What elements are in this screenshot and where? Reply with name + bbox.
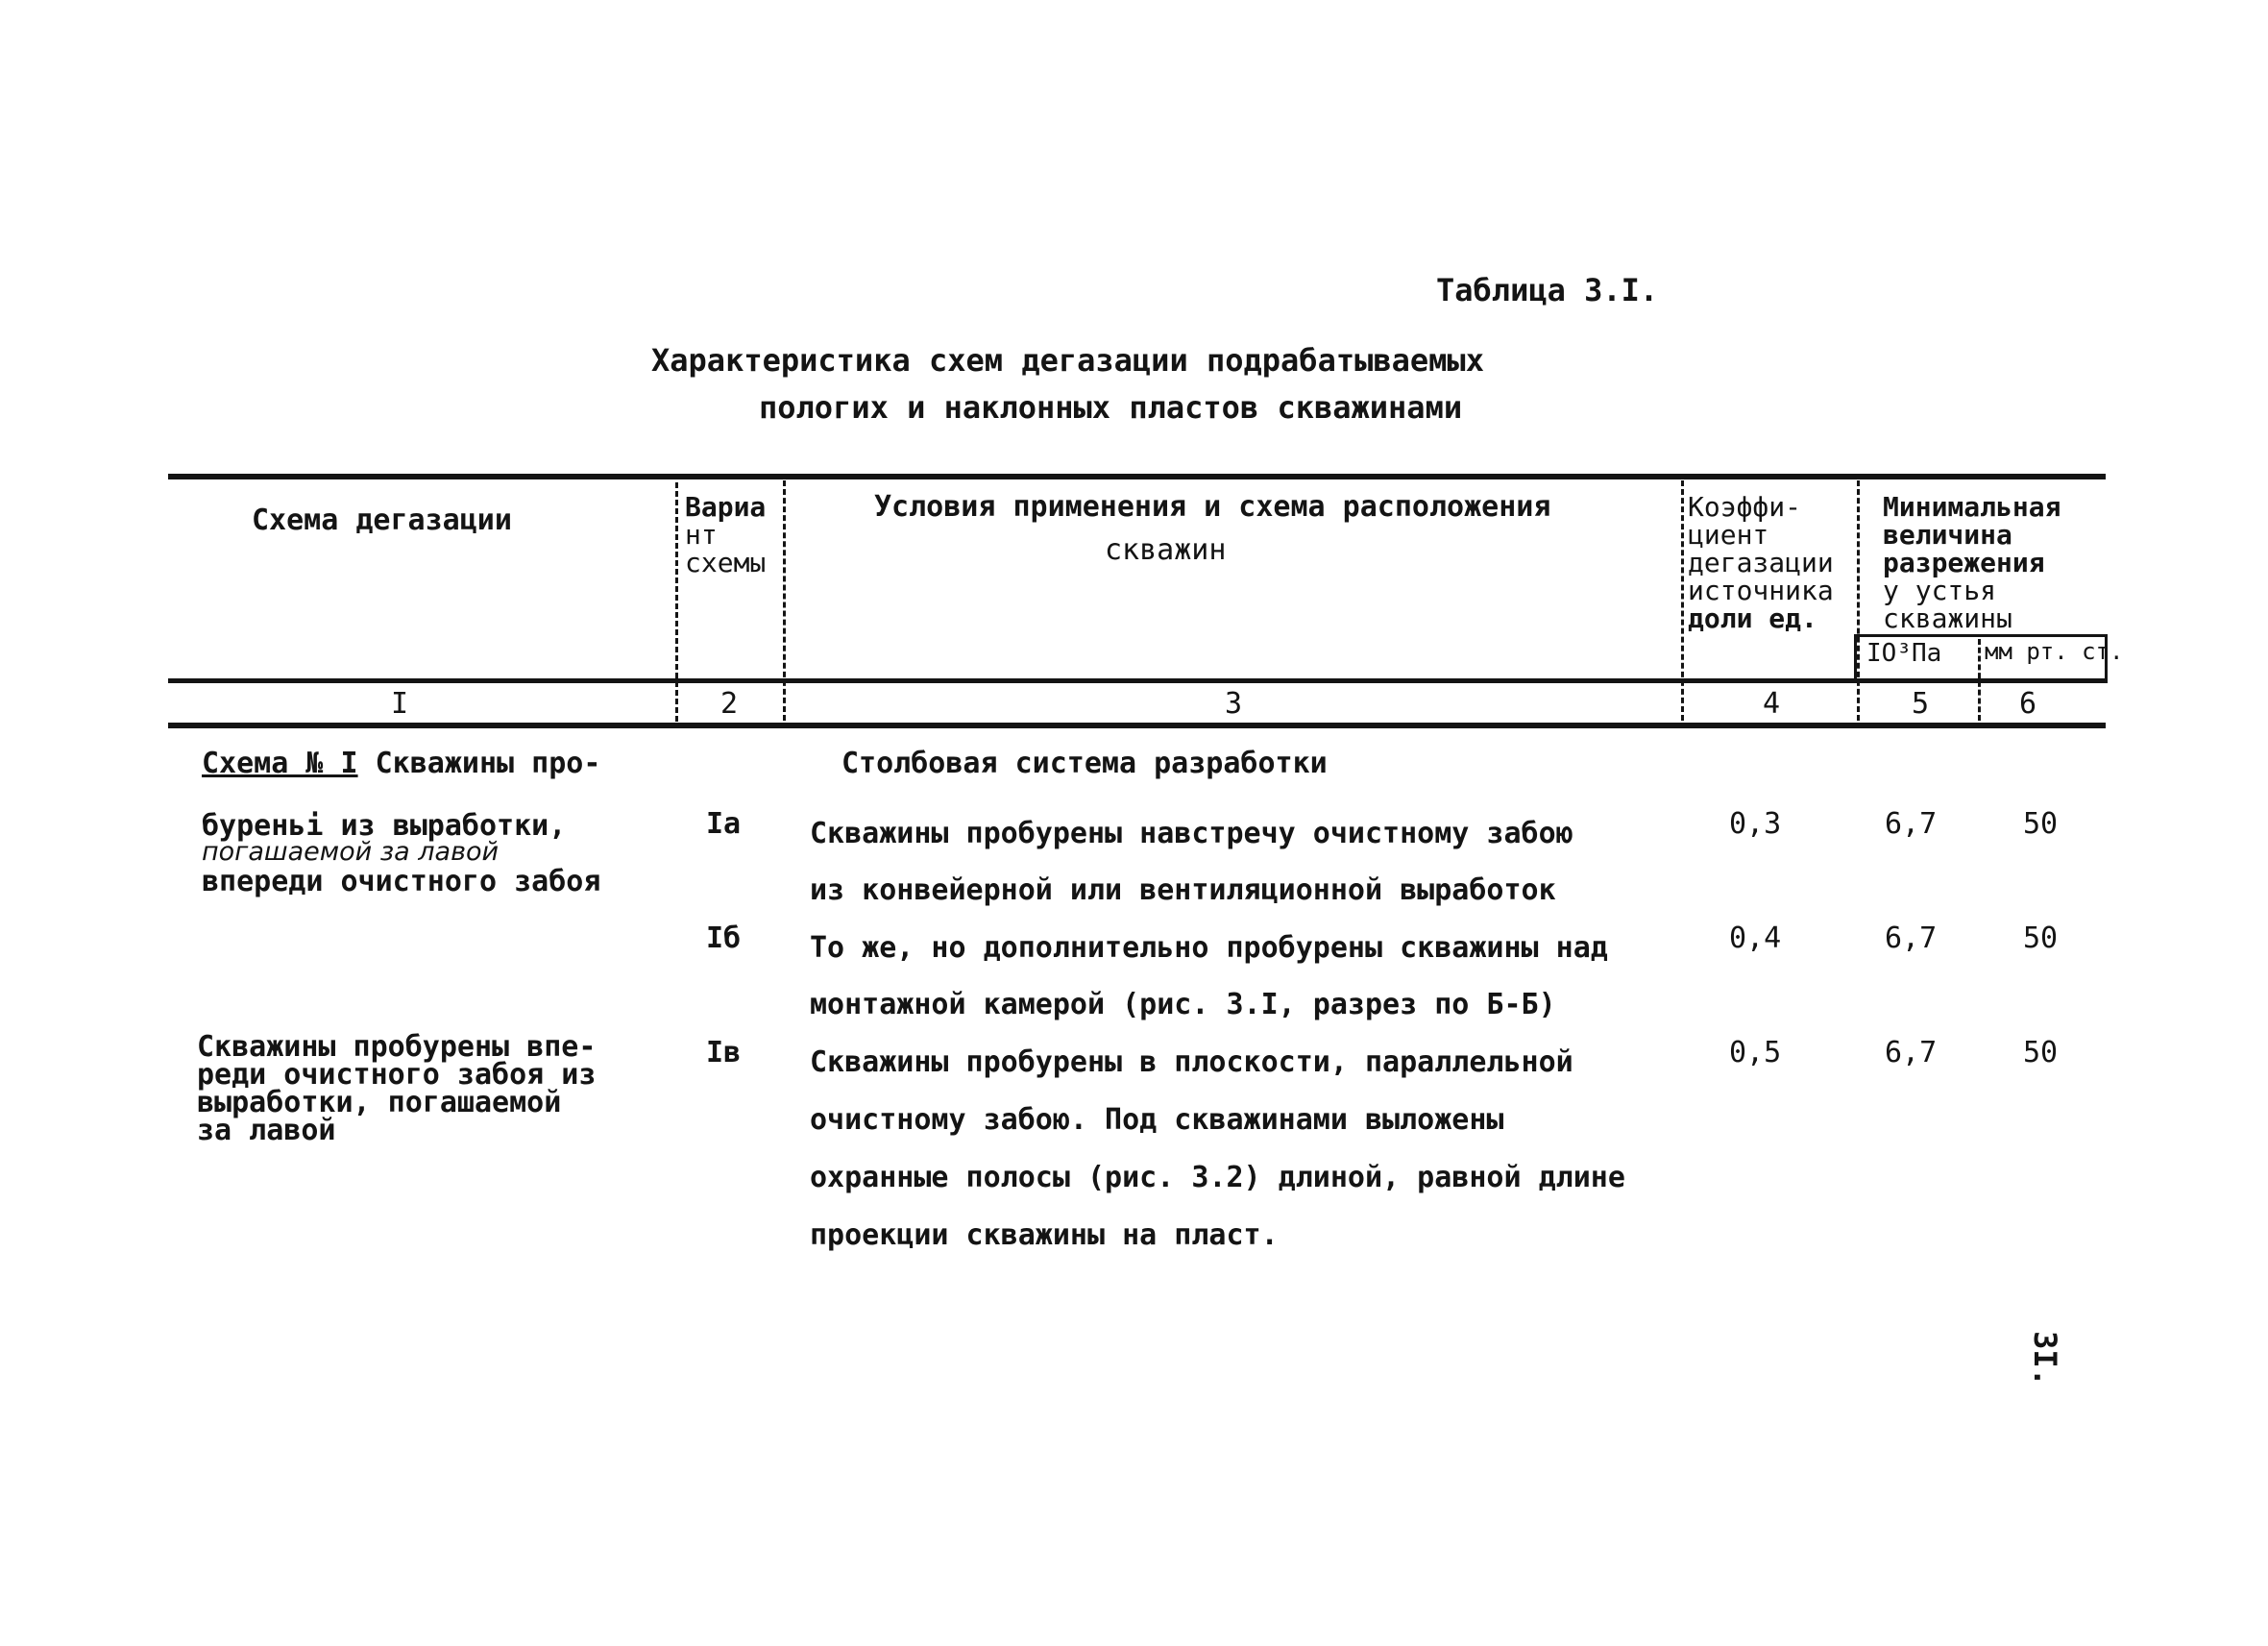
row-3-conditions-line-2: очистному забою. Под скважинами выложены <box>810 1103 1504 1137</box>
scheme-title-rest: Скважины про- <box>357 747 601 780</box>
col1-block-1-line-3: впереди очистного забоя <box>202 865 601 898</box>
header-col-5-6-line-1: Минимальная <box>1883 491 2061 523</box>
row-1-conditions <box>810 805 1573 919</box>
column-number-5: 5 <box>1912 687 1930 721</box>
col1-block-1-line-1: буреньі из выработки, <box>202 809 567 843</box>
row-2-conditions <box>810 920 1608 1033</box>
row-2-variant: Iб <box>706 921 742 955</box>
header-col-2 <box>685 493 766 577</box>
row-2-pressure-mm: 50 <box>2023 921 2059 955</box>
row-3-conditions-line-1: Скважины пробурены в плоскости, параллельной <box>810 1045 1573 1079</box>
column-number-1: I <box>391 687 409 721</box>
header-col-3-line-2: скважин <box>1105 533 1227 567</box>
row-2-pressure-pa: 6,7 <box>1885 921 1938 955</box>
table-label: Таблица 3.I. <box>1436 272 1659 308</box>
column-number-2: 2 <box>720 687 739 721</box>
col1-block-2-line-3: выработки, погашаемой <box>197 1086 562 1119</box>
row-1-variant: Iа <box>706 807 742 841</box>
col1-block-1-handwritten-note: погашаемой за лавой <box>202 837 500 867</box>
row-3-conditions <box>810 1034 1625 1265</box>
header-col-5-6-line-3: разрежения <box>1883 547 2045 578</box>
col1-block-2-line-4: за лавой <box>197 1114 336 1147</box>
table-top-rule <box>168 474 2106 479</box>
header-col-3-line-1: Условия применения и схема расположения <box>874 490 1551 524</box>
col1-block-2 <box>197 1030 597 1147</box>
row-1-coefficient: 0,3 <box>1729 807 1782 841</box>
divider-col-1-2 <box>675 474 678 722</box>
header-col-4-line-5: доли ед. <box>1688 602 1817 634</box>
mining-system-label: Столбовая система разработки <box>841 747 1328 780</box>
column-number-4: 4 <box>1763 687 1781 721</box>
header-col-5-6 <box>1883 493 2061 632</box>
row-1-conditions-line-2: из конвейерной или вентиляционной выработок <box>810 873 1556 907</box>
header-col-1: Схема дегазации <box>252 504 512 537</box>
row-2-conditions-line-1: То же, но дополнительно пробурены скважины над <box>810 931 1608 965</box>
header-col-4-line-1: Коэффи- <box>1688 491 1802 523</box>
row-3-pressure-mm: 50 <box>2023 1036 2059 1069</box>
header-col-6-unit: мм рт. ст. <box>1985 638 2124 665</box>
row-3-conditions-line-3: охранные полосы (рис. 3.2) длиной, равной длине <box>810 1161 1625 1194</box>
row-3-conditions-line-4: проекции скважины на пласт. <box>810 1218 1279 1252</box>
row-2-conditions-line-2: монтажной камерой (рис. 3.I, разрез по Б-Б) <box>810 988 1556 1021</box>
divider-col-2-3 <box>783 480 786 721</box>
column-number-3: 3 <box>1225 687 1243 721</box>
table-title-line-1: Характеристика схем дегазации подрабатываемых <box>651 342 1484 379</box>
header-col-5-6-line-4: у устья <box>1883 575 1997 606</box>
column-number-6: 6 <box>2019 687 2037 721</box>
column-numbers-rule <box>168 723 2106 728</box>
row-3-coefficient: 0,5 <box>1729 1036 1782 1069</box>
header-col-4-line-4: источника <box>1688 575 1834 606</box>
page-number: 3I. <box>2026 1331 2063 1387</box>
header-col-2-line-2: нт <box>685 519 718 551</box>
row-1-pressure-mm: 50 <box>2023 807 2059 841</box>
scheme-number: Схема № I <box>202 747 358 780</box>
row-3-variant: Iв <box>706 1036 742 1069</box>
header-col-2-line-3: схемы <box>685 547 767 578</box>
row-3-pressure-pa: 6,7 <box>1885 1036 1938 1069</box>
header-col-4-line-2: циент <box>1688 519 1769 551</box>
header-col-4 <box>1688 493 1834 632</box>
header-col-5-6-line-5: скважины <box>1883 602 2012 634</box>
col1-block-2-line-1: Скважины пробурены впе- <box>197 1030 597 1064</box>
table-title-line-2: пологих и наклонных пластов скважинами <box>759 389 1463 426</box>
row-2-coefficient: 0,4 <box>1729 921 1782 955</box>
header-col-4-line-3: дегазации <box>1688 547 1834 578</box>
col1-block-2-line-2: реди очистного забоя из <box>197 1058 597 1092</box>
row-1-pressure-pa: 6,7 <box>1885 807 1938 841</box>
header-col-2-line-1: Вариа <box>685 491 767 523</box>
divider-col-4-5 <box>1857 480 1860 721</box>
scheme-title <box>202 745 600 783</box>
row-1-conditions-line-1: Скважины пробурены навстречу очистному забою <box>810 817 1573 850</box>
header-bottom-rule <box>168 678 2106 683</box>
divider-col-3-4 <box>1681 480 1684 721</box>
header-col-5-6-line-2: величина <box>1883 519 2012 551</box>
header-col-5-unit: IO³Па <box>1866 639 1942 668</box>
